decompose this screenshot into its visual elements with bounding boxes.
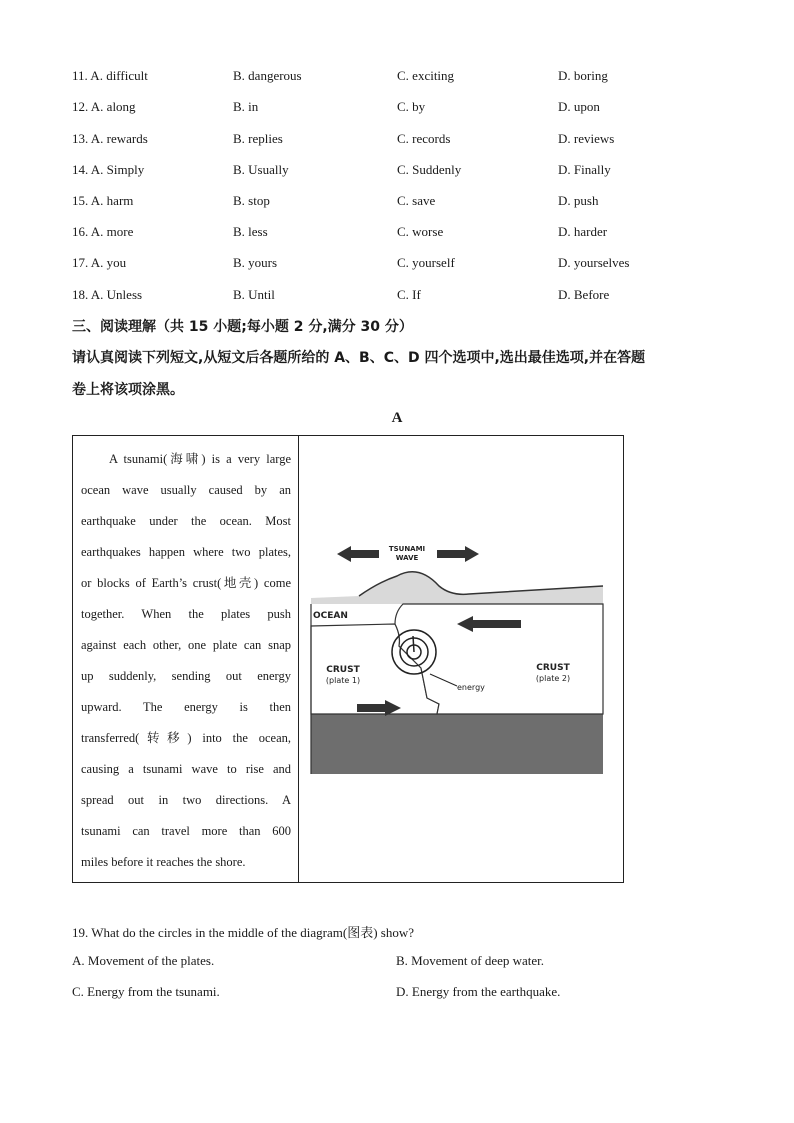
option-row-15: [72, 191, 752, 211]
option-row-17: [72, 253, 752, 273]
crust-plate-1-label-1: CRUST: [326, 665, 360, 675]
crust-plate-2-label-1: CRUST: [536, 663, 570, 673]
option-b: B. stop: [233, 193, 270, 208]
passage-line: ocean wave usually caused by an: [81, 483, 291, 497]
option-d: D. yourselves: [558, 255, 630, 270]
option-d: D. reviews: [558, 131, 615, 146]
passage-line: or blocks of Earth’s crust(地壳) come: [81, 576, 291, 590]
option-c: C. worse: [397, 224, 444, 239]
passage-line: miles before it reaches the shore.: [81, 855, 246, 869]
reading-table: [72, 435, 624, 883]
option-a: 13. A. rewards: [72, 131, 148, 146]
option-b: B. yours: [233, 255, 278, 270]
arrow-right-icon: [437, 546, 479, 562]
tsunami-label-2: WAVE: [395, 554, 419, 562]
option-a: 15. A. harm: [72, 193, 134, 208]
option-c: C. Suddenly: [397, 162, 462, 177]
passage-line: transferred(转移) into the ocean,: [81, 731, 291, 745]
ocean-label: OCEAN: [313, 611, 348, 621]
answer-d: D. Energy from the earthquake.: [396, 984, 561, 999]
option-row-16: [72, 222, 752, 242]
option-c: C. by: [397, 99, 426, 114]
answer-b: B. Movement of deep water.: [396, 953, 545, 968]
answer-a: A. Movement of the plates.: [72, 953, 215, 968]
option-c: C. yourself: [397, 255, 455, 270]
option-c: C. exciting: [397, 68, 455, 83]
earth-layer: [311, 714, 603, 774]
option-row-11: [72, 66, 752, 86]
passage-line: upward. The energy is then: [81, 700, 291, 714]
tsunami-diagram: [299, 436, 623, 882]
passage-line: spread out in two directions. A: [81, 793, 291, 807]
option-d: D. push: [558, 193, 599, 208]
option-c: C. save: [397, 193, 436, 208]
passage-text: [81, 444, 291, 878]
option-a: 17. A. you: [72, 255, 127, 270]
option-c: C. If: [397, 287, 421, 302]
passage-line: A tsunami(海啸) is a very large: [109, 452, 291, 466]
option-row-18: [72, 285, 752, 305]
instruction-line-1: 请认真阅读下列短文,从短文后各题所给的 A、B、C、D 四个选项中,选出最佳选项,并在答题: [72, 350, 646, 366]
tsunami-label-1: TSUNAMI: [388, 545, 426, 553]
crust-plate-1-label-2: (plate 1): [325, 676, 361, 685]
option-c: C. records: [397, 131, 451, 146]
question-19: 19. What do the circles in the middle of the diagram(图表) show?: [72, 925, 414, 940]
option-row-14: [72, 160, 752, 180]
passage-label: A: [391, 410, 403, 426]
option-b: B. Usually: [233, 162, 289, 177]
option-a: 12. A. along: [72, 99, 136, 114]
option-b: B. less: [233, 224, 268, 239]
option-b: B. replies: [233, 131, 283, 146]
instruction-line-2: 卷上将该项涂黑。: [72, 382, 184, 398]
answer-c: C. Energy from the tsunami.: [72, 984, 220, 999]
option-a: 18. A. Unless: [72, 287, 143, 302]
passage-cell: [73, 436, 299, 882]
option-a: 14. A. Simply: [72, 162, 145, 177]
option-d: D. Finally: [558, 162, 611, 177]
diagram-cell: [299, 436, 623, 882]
option-b: B. dangerous: [233, 68, 302, 83]
section-heading: 三、阅读理解（共 15 小题;每小题 2 分,满分 30 分）: [72, 319, 413, 335]
passage-line: earthquake under the ocean. Most: [81, 514, 291, 528]
option-d: D. boring: [558, 68, 608, 83]
option-row-12: [72, 97, 752, 117]
option-d: D. harder: [558, 224, 608, 239]
arrow-left-icon: [337, 546, 379, 562]
option-b: B. Until: [233, 287, 275, 302]
option-a: 11. A. difficult: [72, 68, 148, 83]
crust-plate-2-label-2: (plate 2): [535, 674, 571, 683]
option-d: D. upon: [558, 99, 600, 114]
passage-line: together. When the plates push: [81, 607, 291, 621]
energy-label: energy: [457, 683, 485, 692]
option-d: D. Before: [558, 287, 610, 302]
option-b: B. in: [233, 99, 259, 114]
passage-line: causing a tsunami wave to rise and: [81, 762, 291, 776]
option-a: 16. A. more: [72, 224, 134, 239]
option-row-13: [72, 129, 752, 149]
passage-line: earthquakes happen where two plates,: [81, 545, 291, 559]
passage-line: tsunami can travel more than 600: [81, 824, 291, 838]
passage-line: up suddenly, sending out energy: [81, 669, 291, 683]
passage-line: against each other, one plate can snap: [81, 638, 291, 652]
